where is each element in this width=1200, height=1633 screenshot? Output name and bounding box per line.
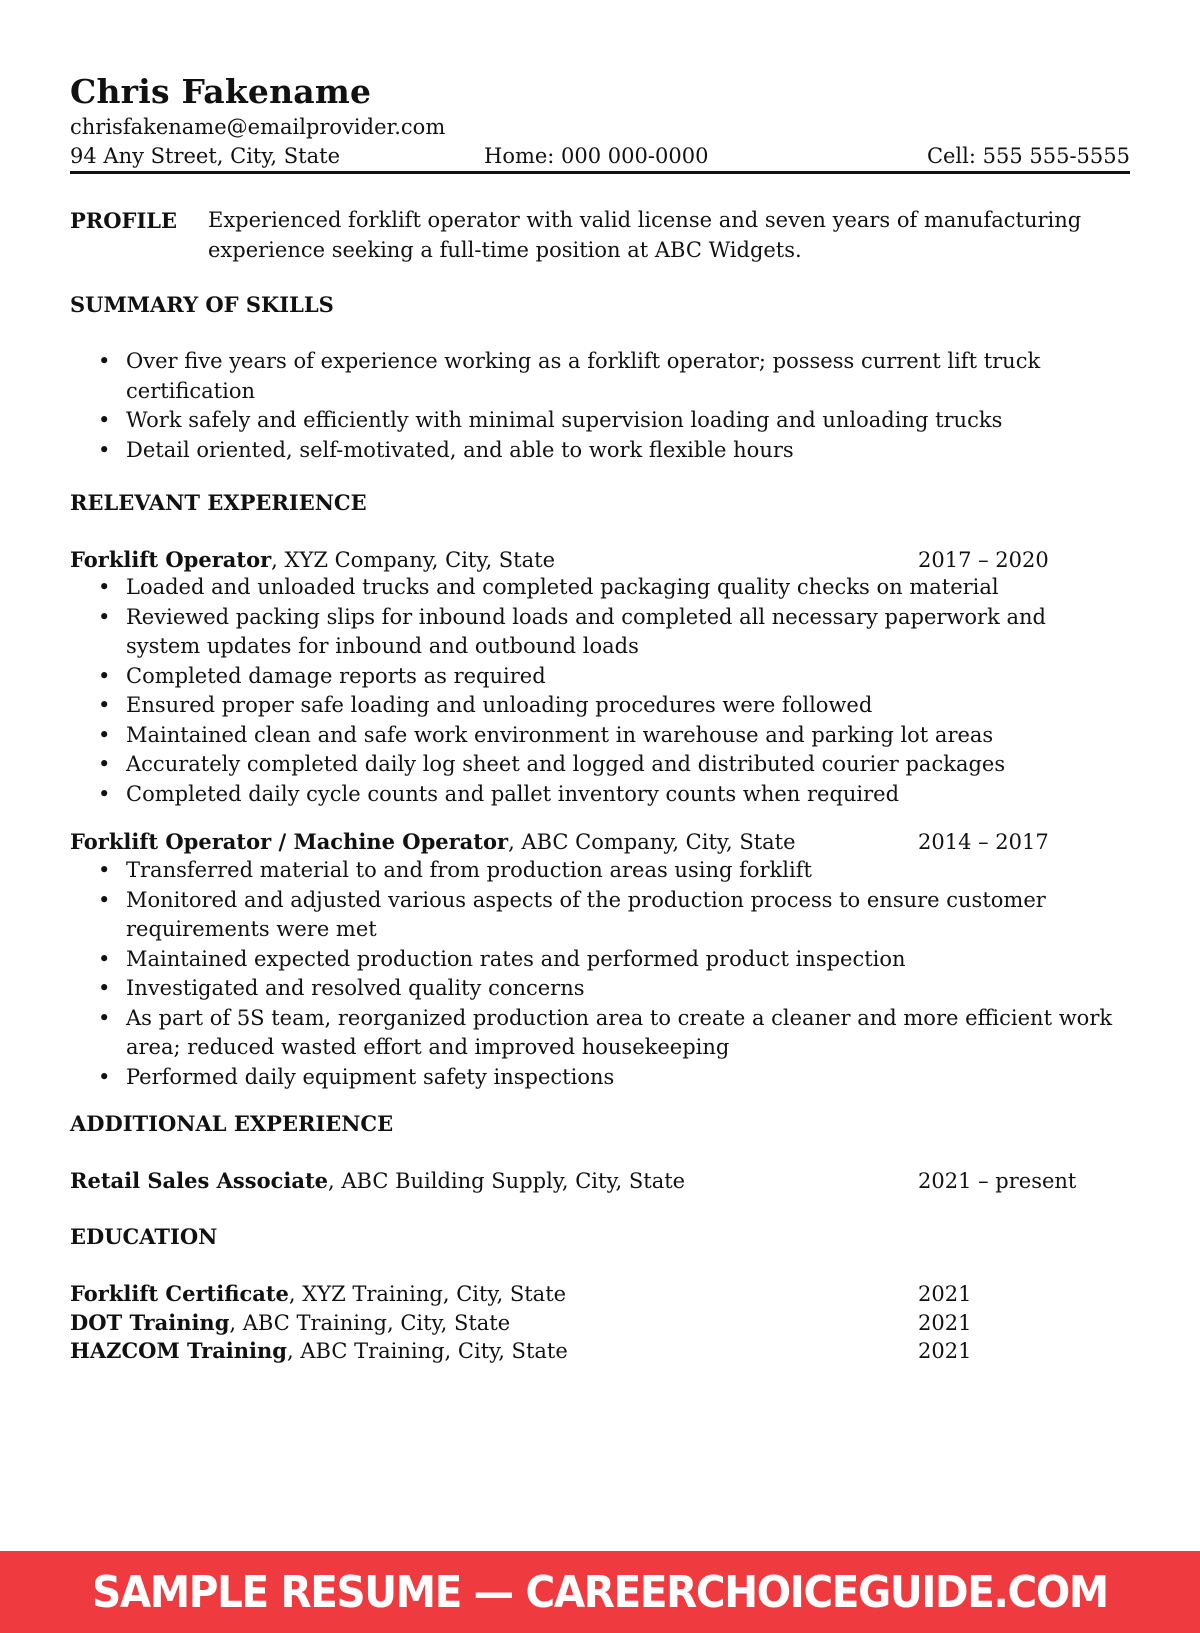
contact-row bbox=[70, 141, 1130, 171]
list-item: • Performed daily equipment safety inspections bbox=[70, 1063, 1140, 1093]
job-title: Forklift Operator / Machine Operator bbox=[70, 829, 509, 854]
job-dates: 2021 – present bbox=[918, 1169, 1077, 1193]
street-address: 94 Any Street, City, State bbox=[70, 144, 340, 168]
list-item: • Ensured proper safe loading and unloading procedures were followed bbox=[70, 691, 1080, 721]
skills-list bbox=[70, 347, 1070, 465]
cell-phone: Cell: 555 555-5555 bbox=[926, 144, 1130, 168]
list-item: • Completed daily cycle counts and pallet inventory counts when required bbox=[70, 780, 1080, 810]
list-item: • Transferred material to and from production areas using forklift bbox=[70, 856, 1140, 886]
additional-experience-heading: ADDITIONAL EXPERIENCE bbox=[70, 1111, 394, 1136]
education-year: 2021 bbox=[918, 1282, 972, 1306]
list-item: • Over five years of experience working as a forklift operator; possess current lift truck certification bbox=[70, 347, 1070, 406]
profile-text: Experienced forklift operator with valid license and seven years of manufacturing experience seeking a full-time position at ABC Widgets. bbox=[208, 208, 1082, 262]
header-divider bbox=[70, 171, 1130, 174]
education-heading: EDUCATION bbox=[70, 1224, 218, 1249]
candidate-name: Chris Fakename bbox=[70, 72, 372, 111]
job-header bbox=[70, 827, 1130, 857]
list-item: • Monitored and adjusted various aspects of the production process to ensure customer requirements were met bbox=[70, 886, 1140, 945]
list-item: • Maintained clean and safe work environment in warehouse and parking lot areas bbox=[70, 721, 1080, 751]
job-title: Retail Sales Associate bbox=[70, 1168, 329, 1193]
education-year: 2021 bbox=[918, 1339, 972, 1363]
list-item: • Accurately completed daily log sheet and logged and distributed courier packages bbox=[70, 750, 1080, 780]
job-employer: , XYZ Company, City, State bbox=[271, 548, 555, 572]
education-entry bbox=[70, 1336, 1130, 1366]
job-header bbox=[70, 545, 1130, 575]
list-item: • Work safely and efficiently with minimal supervision loading and unloading trucks bbox=[70, 406, 1070, 436]
home-phone: Home: 000 000-0000 bbox=[484, 144, 709, 168]
education-detail: , XYZ Training, City, State bbox=[288, 1282, 567, 1306]
list-item: • Investigated and resolved quality concerns bbox=[70, 974, 1140, 1004]
education-detail: , ABC Training, City, State bbox=[229, 1311, 511, 1335]
education-year: 2021 bbox=[918, 1311, 972, 1335]
education-title: DOT Training bbox=[70, 1310, 230, 1335]
job-duties-list bbox=[70, 573, 1080, 809]
relevant-experience-heading: RELEVANT EXPERIENCE bbox=[70, 490, 367, 515]
education-detail: , ABC Training, City, State bbox=[286, 1339, 568, 1363]
list-item: • Reviewed packing slips for inbound loads and completed all necessary paperwork and system updates for inbound and outbound loads bbox=[70, 603, 1080, 662]
banner-text: SAMPLE RESUME — CAREERCHOICEGUIDE.COM bbox=[92, 1566, 1108, 1618]
profile-label: PROFILE bbox=[70, 208, 178, 233]
education-title: Forklift Certificate bbox=[70, 1281, 289, 1306]
job-dates: 2014 – 2017 bbox=[918, 830, 1049, 854]
list-item: • Maintained expected production rates and performed product inspection bbox=[70, 945, 1140, 975]
watermark-banner bbox=[0, 1551, 1200, 1633]
education-title: HAZCOM Training bbox=[70, 1338, 287, 1363]
list-item: • Detail oriented, self-motivated, and able to work flexible hours bbox=[70, 436, 1070, 466]
job-duties-list bbox=[70, 856, 1140, 1092]
education-entry bbox=[70, 1279, 1130, 1309]
list-item: • As part of 5S team, reorganized production area to create a cleaner and more efficient work area; reduced wasted effort and improved housekeeping bbox=[70, 1004, 1140, 1063]
job-employer: , ABC Company, City, State bbox=[508, 830, 796, 854]
job-title: Forklift Operator bbox=[70, 547, 272, 572]
skills-heading: SUMMARY OF SKILLS bbox=[70, 292, 334, 317]
email-address: chrisfakename@emailprovider.com bbox=[70, 115, 446, 139]
list-item: • Completed damage reports as required bbox=[70, 662, 1080, 692]
education-entry bbox=[70, 1308, 1130, 1338]
job-header bbox=[70, 1166, 1130, 1196]
job-dates: 2017 – 2020 bbox=[918, 548, 1049, 572]
job-employer: , ABC Building Supply, City, State bbox=[328, 1169, 686, 1193]
list-item: • Loaded and unloaded trucks and completed packaging quality checks on material bbox=[70, 573, 1080, 603]
